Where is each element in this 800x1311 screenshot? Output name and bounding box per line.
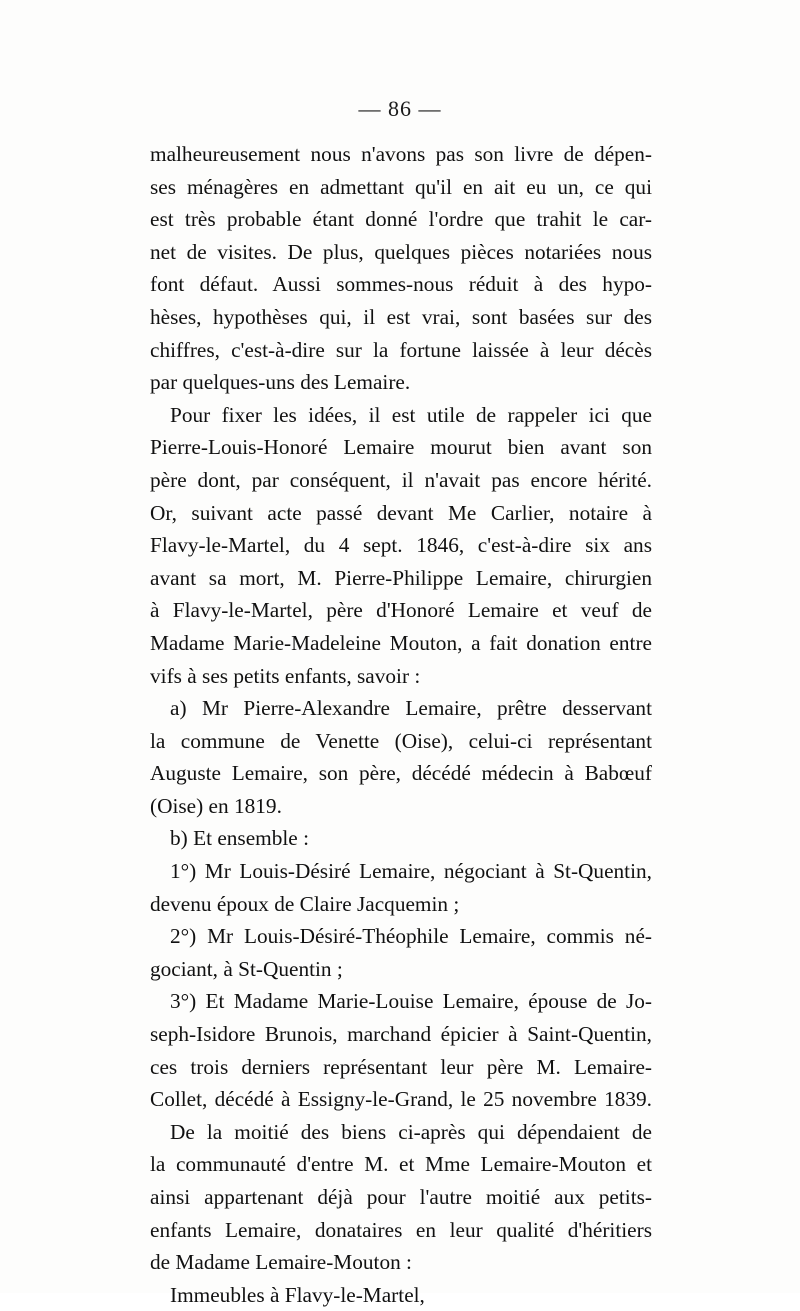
page-number: — 86 —: [358, 96, 442, 121]
text-line: De la moitié des biens ci-après qui dépendaient de: [170, 1119, 652, 1144]
text-line: à Flavy-le-Martel, père d'Honoré Lemaire et veuf de: [150, 598, 652, 623]
text-line: Auguste Lemaire, son père, décédé médecin à Babœuf: [150, 761, 652, 786]
text-line: par quelques-uns des Lemaire.: [150, 370, 411, 395]
text-line: Flavy-le-Martel, du 4 sept. 1846, c'est-à-dire six ans: [150, 533, 652, 558]
text-line: net de visites. De plus, quelques pièces notariées nous: [150, 239, 652, 264]
text-line: gociant, à St-Quentin ;: [150, 956, 343, 981]
text-line: 3°) Et Madame Marie-Louise Lemaire, épouse de Jo-: [170, 989, 652, 1014]
text-line: Collet, décédé à Essigny-le-Grand, le 25 novembre 1839.: [150, 1087, 652, 1112]
text-line: font défaut. Aussi sommes-nous réduit à des hypo-: [150, 272, 652, 297]
text-line: vifs à ses petits enfants, savoir :: [150, 663, 421, 688]
text-line: Or, suivant acte passé devant Me Carlier, notaire à: [150, 500, 652, 525]
text-line: seph-Isidore Brunois, marchand épicier à Saint-Quentin,: [150, 1022, 652, 1047]
text-line: chiffres, c'est-à-dire sur la fortune laissée à leur décès: [150, 337, 652, 362]
text-line: Pour fixer les idées, il est utile de rappeler ici que: [170, 402, 652, 427]
body-text: [150, 138, 652, 1311]
text-line: ainsi appartenant déjà pour l'autre moitié aux petits-: [150, 1185, 652, 1209]
text-line: a) Mr Pierre-Alexandre Lemaire, prêtre desservant: [170, 696, 652, 721]
text-line: Immeubles à Flavy-le-Martel,: [170, 1282, 425, 1307]
text-line: est très probable étant donné l'ordre que trahit le car-: [150, 207, 652, 232]
text-line: enfants Lemaire, donataires en leur qualité d'héritiers: [150, 1217, 652, 1242]
text-line: hèses, hypothèses qui, il est vrai, sont basées sur des: [150, 304, 652, 329]
text-line: ces trois derniers représentant leur père M. Lemaire-: [150, 1054, 652, 1079]
text-line: père dont, par conséquent, il n'avait pas encore hérité.: [150, 467, 652, 492]
text-line: 2°) Mr Louis-Désiré-Théophile Lemaire, commis né-: [170, 924, 652, 949]
text-line: la commune de Venette (Oise), celui-ci représentant: [150, 728, 652, 753]
text-line: la communauté d'entre M. et Mme Lemaire-Mouton et: [150, 1152, 652, 1177]
text-line: b) Et ensemble :: [170, 826, 309, 851]
text-line: Pierre-Louis-Honoré Lemaire mourut bien avant son: [150, 435, 652, 460]
text-line: devenu époux de Claire Jacquemin ;: [150, 891, 460, 916]
text-line: (Oise) en 1819.: [150, 793, 282, 818]
text-line: avant sa mort, M. Pierre-Philippe Lemaire, chirurgien: [150, 565, 652, 590]
text-line: ses ménagères en admettant qu'il en ait eu un, ce qui: [150, 174, 652, 199]
text-line: 1°) Mr Louis-Désiré Lemaire, négociant à St-Quentin,: [170, 859, 652, 884]
text-line: de Madame Lemaire-Mouton :: [150, 1250, 412, 1275]
text-line: malheureusement nous n'avons pas son livre de dépen-: [150, 142, 652, 166]
text-line: Madame Marie-Madeleine Mouton, a fait donation entre: [150, 630, 652, 655]
